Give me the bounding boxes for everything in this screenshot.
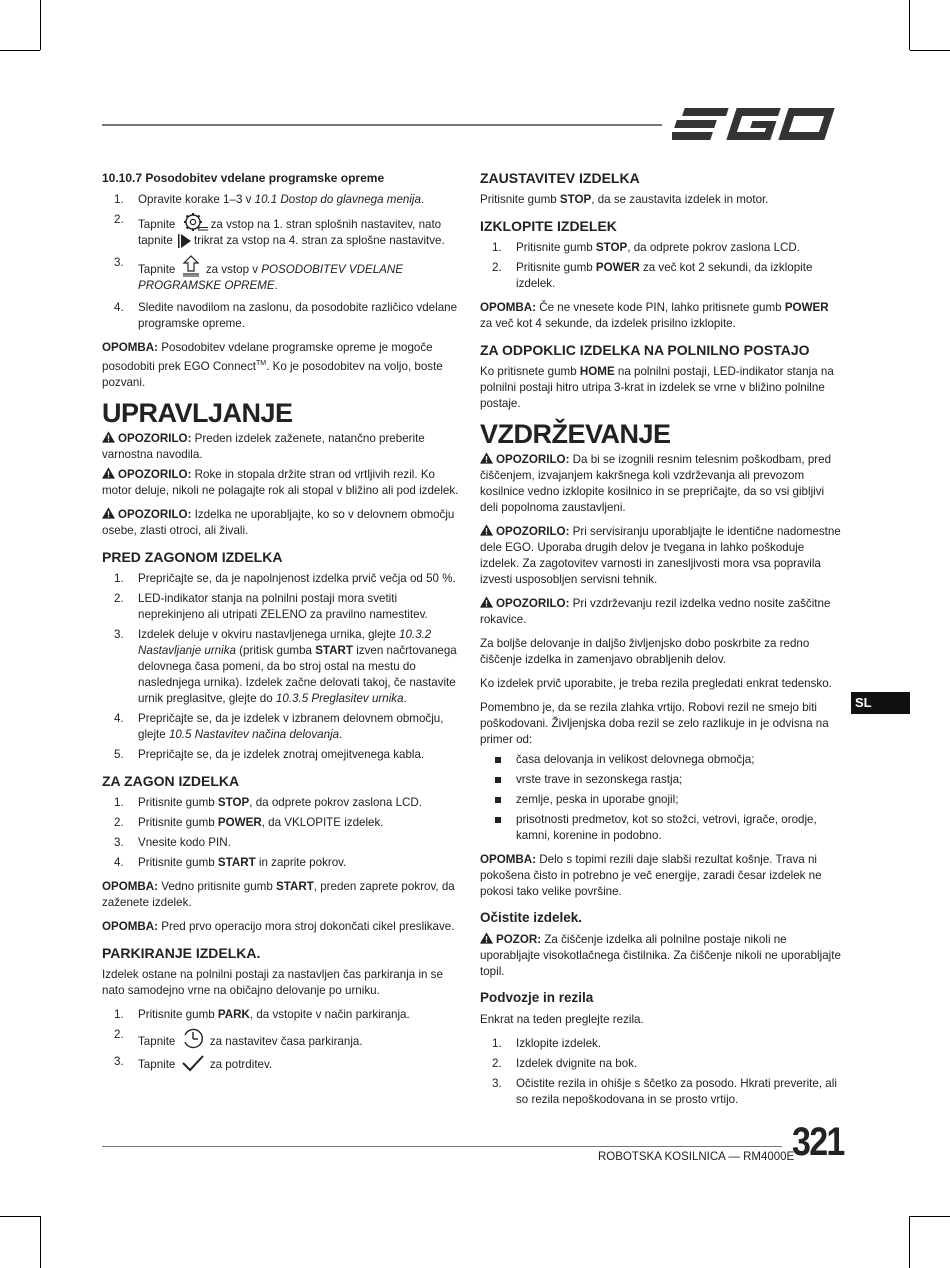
section-heading: PARKIRANJE IZDELKA.	[102, 944, 261, 961]
start-steps	[102, 795, 462, 871]
list-item: 3. Očistite rezila in ohišje s ščetko za posodo. Hkrati preverite, ali so rezila nepoškodovana in se prosto vrtijo.	[492, 1077, 837, 1106]
list-item: 3. Tapnite za potrditev.	[114, 1054, 273, 1071]
left-column	[102, 170, 462, 1081]
check-icon	[181, 1054, 205, 1072]
paragraph: Pomembno je, da se rezila zlahka vrtijo. Robovi rezil ne smejo biti poškodovani. Življenjska doba rezil se zelo razlikuje in je odvisna na primer od:	[480, 701, 829, 746]
bullet-list	[480, 752, 844, 844]
section-heading: UPRAVLJANJE	[102, 397, 293, 428]
warning-icon	[480, 596, 493, 608]
list-item: 1. Pritisnite gumb PARK, da vstopite v način parkiranja.	[114, 1007, 410, 1021]
section-heading: Očistite izdelek.	[480, 910, 583, 925]
warning: OPOZORILO: Pri vzdrževanju rezil izdelka vedno nosite zaščitne rokavice.	[480, 597, 831, 626]
list-item: vrste trave in sezonskega rastja;	[480, 772, 844, 788]
list-item: 1. Prepričajte se, da je napolnjenost izdelka prvič večja od 50 %.	[114, 571, 456, 585]
list-item: zemlje, peska in uporabe gnojil;	[480, 792, 844, 808]
paragraph: Za boljše delovanje in daljšo življenjsko dobo poskrbite za redno čiščenje izdelka in zamenjavo obrabljenih delov.	[480, 637, 810, 666]
crop-mark	[910, 1216, 950, 1217]
crop-mark	[0, 50, 40, 51]
note: OPOMBA: Vedno pritisnite gumb START, preden zaprete pokrov, da zaženete izdelek.	[102, 879, 455, 909]
list-item: prisotnosti predmetov, kot so stožci, vetrovi, igrače, orodje, kamni, korenine in podobno.	[480, 812, 844, 844]
list-item: 4. Pritisnite gumb START in zaprite pokrov.	[114, 855, 347, 869]
section-heading: VZDRŽEVANJE	[480, 419, 671, 449]
list-item: 2. Pritisnite gumb POWER za več kot 2 sekundi, da izklopite izdelek.	[492, 261, 813, 290]
section-heading: ZA ZAGON IZDELKA	[102, 772, 240, 789]
list-item: 4. Prepričajte se, da je izdelek v izbranem delovnem območju, glejte 10.5 Nastavitev načina delovanja.	[114, 711, 444, 741]
section-heading: IZKLOPITE IZDELEK	[480, 218, 617, 234]
subsection-title: 10.10.7 Posodobitev vdelane programske opreme	[102, 171, 385, 185]
paragraph: Pritisnite gumb STOP, da se zaustavita izdelek in motor.	[480, 193, 769, 206]
blade-steps	[480, 1036, 844, 1108]
list-item: 1. Opravite korake 1–3 v 10.1 Dostop do glavnega menija.	[114, 193, 425, 206]
note: OPOMBA: Pred prvo operacijo mora stroj dokončati cikel preslikave.	[102, 919, 455, 933]
section-heading: ZA ODPOKLIC IZDELKA NA POLNILNO POSTAJO	[480, 342, 810, 358]
crop-mark	[40, 1216, 41, 1268]
warning-icon	[102, 507, 115, 519]
park-steps	[102, 1007, 462, 1073]
list-item: 2. Tapnite za vstop na 1. stran splošnih nastavitev, nato tapnite trikrat za vstop na 4. stran za splošne nastavitve.	[114, 213, 445, 247]
section-heading: ZAUSTAVITEV IZDELKA	[480, 170, 640, 186]
right-column	[480, 170, 844, 1116]
warning-icon	[102, 467, 115, 479]
warning-icon	[102, 431, 115, 443]
list-item: 3. Vnesite kodo PIN.	[114, 835, 231, 849]
footer-title: ROBOTSKA KOSILNICA — RM4000E	[598, 1151, 795, 1163]
warning: POZOR: Za čiščenje izdelka ali polnilne postaje nikoli ne uporabljajte visokotlačnega čistilnika. Za čiščenje nikoli ne uporabljajte topil.	[480, 933, 841, 978]
warning-icon	[480, 524, 493, 536]
list-item: 3. Tapnite za vstop v POSODOBITEV VDELANE PROGRAMSKE OPREME.	[114, 256, 404, 292]
paragraph: Ko izdelek prvič uporabite, je treba rezila pregledati enkrat tedensko.	[480, 677, 832, 690]
header-rule	[102, 124, 662, 126]
list-item: časa delovanja in velikost delovnega območja;	[480, 752, 844, 768]
section-heading: Podvozje in rezila	[480, 990, 594, 1005]
before-start-steps	[102, 571, 462, 763]
upload-icon	[181, 255, 201, 277]
paragraph: Ko pritisnete gumb HOME na polnilni postaji, LED-indikator stanja na polnilni postaji hitro utripa 3-krat in izdelek se vrne v bližino polnilne postaje.	[480, 365, 834, 410]
crop-mark	[909, 0, 910, 50]
warning: OPOZORILO: Izdelka ne uporabljajte, ko so v delovnem območju osebe, zlasti otroci, ali živali.	[102, 507, 455, 537]
firmware-steps	[102, 192, 462, 332]
crop-mark	[909, 1216, 910, 1268]
paragraph: Enkrat na teden preglejte rezila.	[480, 1013, 644, 1026]
list-item: 3. Izdelek deluje v okviru nastavljenega urnika, glejte 10.3.2 Nastavljanje urnika (pritisk gumba START izven načrtovanega delovnega časa pomeni, da bo stroj ostal na mestu do naslednjega urnika). Izdelek začne delovati takoj, če nastavite urnik preglasitve, glejte do 10.3.5 Preglasitev urnika.	[114, 627, 457, 705]
gear-icon	[181, 212, 209, 232]
list-item: 1. Pritisnite gumb STOP, da odprete pokrov zaslona LCD.	[492, 241, 800, 254]
clock-icon	[181, 1027, 205, 1049]
warning-icon	[480, 452, 493, 464]
list-item: 5. Prepričajte se, da je izdelek znotraj omejitvenega kabla.	[114, 747, 425, 761]
crop-mark	[910, 50, 950, 51]
play-icon	[178, 234, 192, 248]
shutdown-steps	[480, 240, 844, 292]
crop-mark	[0, 1216, 40, 1217]
ego-logo	[672, 104, 844, 149]
page-number: 321	[792, 1120, 844, 1164]
list-item: 1. Izklopite izdelek.	[492, 1037, 602, 1050]
list-item: 1. Pritisnite gumb STOP, da odprete pokrov zaslona LCD.	[114, 795, 422, 809]
list-item: 2. Pritisnite gumb POWER, da VKLOPITE izdelek.	[114, 815, 384, 829]
warning-icon	[480, 932, 493, 944]
warning: OPOZORILO: Roke in stopala držite stran od vrtljivih rezil. Ko motor deluje, nikoli ne polagajte rok ali stopal v bližino ali pod izdelek.	[102, 467, 459, 497]
paragraph: Izdelek ostane na polnilni postaji za nastavljen čas parkiranja in se nato samodejno vrne na običajno delovanje po urniku.	[102, 967, 443, 997]
warning: OPOZORILO: Da bi se izognili resnim telesnim poškodbam, pred čiščenjem, izvajanjem kakršnega koli vzdrževanja ali prevozom kosilnice vedno izklopite kosilnico in se prepričajte, da so vsi gibljivi deli popolnoma zaustavljeni.	[480, 453, 832, 514]
list-item: 4. Sledite navodilom na zaslonu, da posodobite različico vdelane programske opreme.	[114, 301, 458, 330]
language-tab: SL	[851, 692, 910, 714]
warning: OPOZORILO: Pri servisiranju uporabljajte le identične nadomestne dele EGO. Uporaba drugih delov je tvegana in lahko poškoduje izdelek. Za zagotovitev varnosti in zanesljivosti mora vsa popravila izvesti usposobljen servisni tehnik.	[480, 525, 841, 586]
note: OPOMBA: Posodobitev vdelane programske opreme je mogoče posodobiti prek EGO Connect™. Ko je posodobitev na voljo, boste pozvani.	[102, 341, 443, 389]
list-item: 2. Izdelek dvignite na bok.	[492, 1057, 638, 1070]
footer-rule	[102, 1146, 782, 1147]
crop-mark	[40, 0, 41, 50]
warning: OPOZORILO: Preden izdelek zaženete, natančno preberite varnostna navodila.	[102, 431, 425, 461]
section-heading: PRED ZAGONOM IZDELKA	[102, 548, 283, 565]
list-item: 2. LED-indikator stanja na polnilni postaji mora svetiti neprekinjeno ali utripati ZELENO za pravilno namestitev.	[114, 591, 428, 621]
note: OPOMBA: Če ne vnesete kode PIN, lahko pritisnete gumb POWER za več kot 4 sekunde, da izdelek prisilno izklopite.	[480, 301, 829, 330]
note: OPOMBA: Delo s topimi rezili daje slabši rezultat košnje. Trava ni pokošena čisto in potrebno je več energije, zaradi česar izdelek ne pokosi tako velike površine.	[480, 853, 822, 898]
list-item: 2. Tapnite za nastavitev časa parkiranja.	[114, 1027, 363, 1048]
